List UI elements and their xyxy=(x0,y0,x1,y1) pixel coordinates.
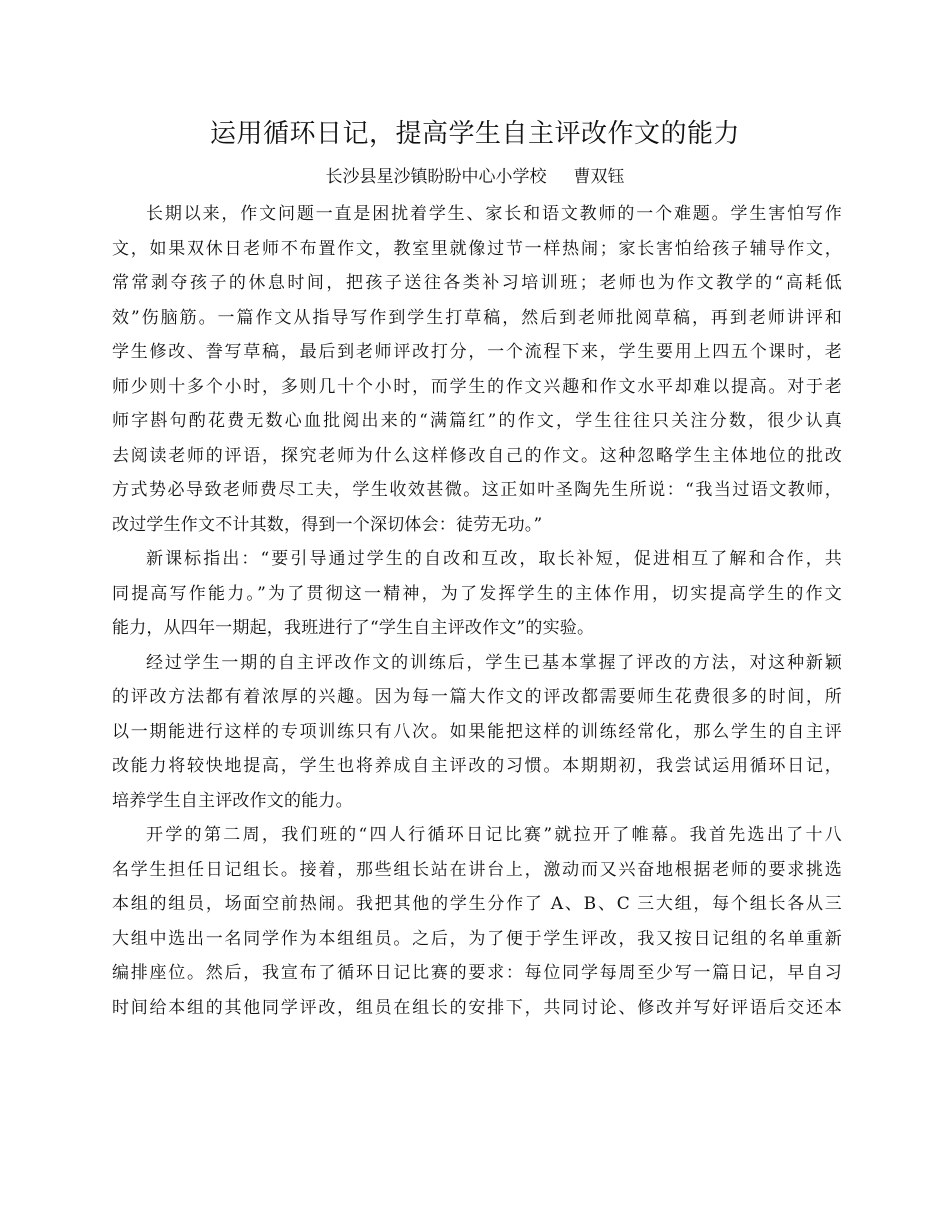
text-line: 本组的组员，场面空前热闹。我把其他的学生分作了 A、B、C 三大组，每个组长各从三 xyxy=(112,894,842,914)
text-line: 去阅读老师的评语，探究老师为什么这样修改自己的作文。这种忽略学生主体地位的批改 xyxy=(112,445,842,466)
text-line: 大组中选出一名同学作为本组组员。之后，为了便于学生评改，我又按日记组的名单重新 xyxy=(112,928,842,949)
document-title: 运用循环日记，提高学生自主评改作文的能力 xyxy=(209,119,740,149)
text-line: 名学生担任日记组长。接着，那些组长站在讲台上，激动而又兴奋地根据老师的要求挑选 xyxy=(112,859,842,880)
text-line: 的评改方法都有着浓厚的兴趣。因为每一篇大作文的评改都需要师生花费很多的时间，所 xyxy=(112,687,842,707)
text-line: 以一期能进行这样的专项训练只有八次。如果能把这样的训练经常化，那么学生的自主评 xyxy=(112,721,842,742)
text-line: 培养学生自主评改作文的能力。 xyxy=(112,790,353,811)
text-line: 效”伤脑筋。一篇作文从指导写作到学生打草稿，然后到老师批阅草稿，再到老师讲评和 xyxy=(112,307,842,328)
text-line: 学生修改、誊写草稿，最后到老师评改打分，一个流程下来，学生要用上四五个课时，老 xyxy=(112,342,842,362)
text-line: 方式势必导致老师费尽工夫，学生收效甚微。这正如叶圣陶先生所说：“我当过语文教师， xyxy=(112,480,842,500)
text-line: 开学的第二周，我们班的“四人行循环日记比赛”就拉开了帷幕。我首先选出了十八 xyxy=(146,825,842,845)
text-line: 改能力将较快地提高，学生也将养成自主评改的习惯。本期期初，我尝试运用循环日记， xyxy=(112,756,842,776)
text-line: 能力，从四年一期起，我班进行了“学生自主评改作文”的实验。 xyxy=(112,618,595,638)
text-line: 同提高写作能力。”为了贯彻这一精神，为了发挥学生的主体作用，切实提高学生的作文 xyxy=(112,583,842,604)
body-text xyxy=(112,197,842,1025)
text-line: 编排座位。然后，我宣布了循环日记比赛的要求：每位同学每周至少写一篇日记，早自习 xyxy=(112,963,842,983)
text-line: 常常剥夺孩子的休息时间，把孩子送往各类补习培训班；老师也为作文教学的“高耗低 xyxy=(112,273,842,293)
text-line: 改过学生作文不计其数，得到一个深切体会：徒劳无功。” xyxy=(112,514,543,535)
text-line: 长期以来，作文问题一直是困扰着学生、家长和语文教师的一个难题。学生害怕写作 xyxy=(146,204,842,224)
text-line: 经过学生一期的自主评改作文的训练后，学生已基本掌握了评改的方法，对这种新颖 xyxy=(146,652,842,673)
text-line: 师少则十多个小时，多则几十个小时，而学生的作文兴趣和作文水平却难以提高。对于老 xyxy=(112,376,842,397)
text-line: 新课标指出：“要引导通过学生的自改和互改，取长补短，促进相互了解和合作，共 xyxy=(146,549,842,569)
text-line: 文，如果双休日老师不布置作文，教室里就像过节一样热闹；家长害怕给孩子辅导作文， xyxy=(112,238,842,259)
text-line: 师字斟句酌花费无数心血批阅出来的“满篇红”的作文，学生往往只关注分数，很少认真 xyxy=(112,411,842,431)
author-byline: 长沙县星沙镇盼盼中心小学校 曹双钰 xyxy=(325,167,625,187)
text-line: 时间给本组的其他同学评改，组员在组长的安排下，共同讨论、修改并写好评语后交还本 xyxy=(112,997,842,1018)
